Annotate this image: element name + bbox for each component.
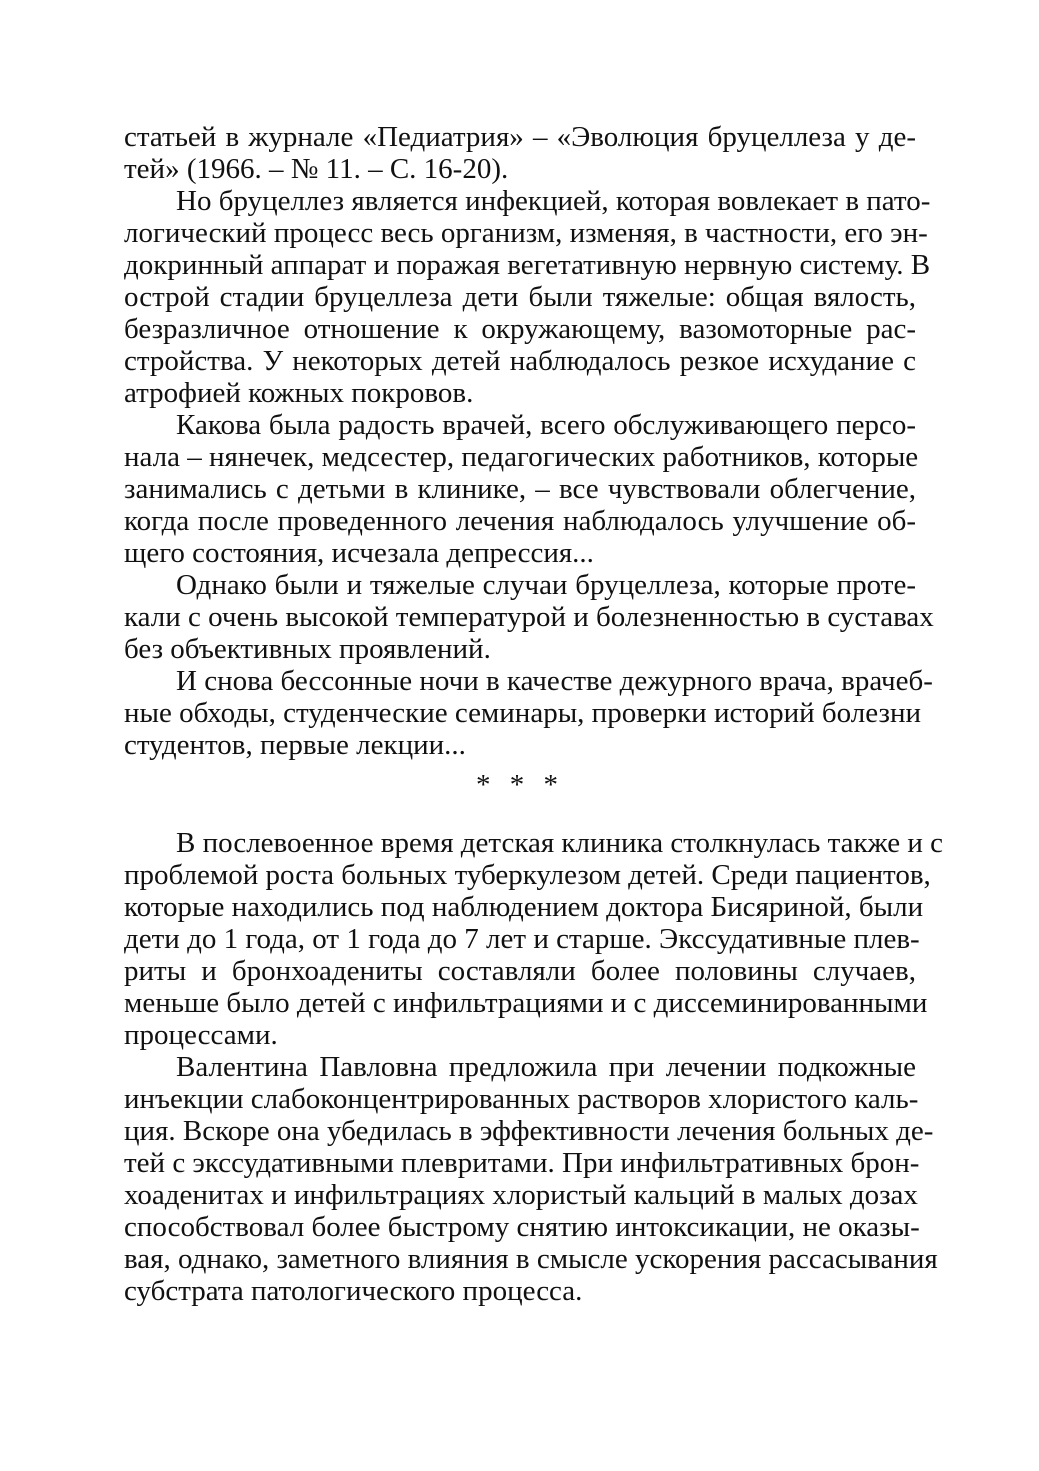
paragraph-continuation <box>124 121 916 185</box>
text-line: кали с очень высокой температурой и болезненностью в суставах <box>124 601 934 633</box>
text-line: без объективных проявлений. <box>124 633 491 665</box>
paragraph-staff-joy <box>124 409 919 569</box>
text-line: щего состояния, исчезала депрессия... <box>124 537 594 569</box>
paragraph-calcium-treatment <box>124 1051 938 1307</box>
text-line: стройства. У некоторых детей наблюдалось резкое исхудание с <box>124 345 916 377</box>
text-line: И снова бессонные ночи в качестве дежурного врача, врачеб- <box>176 665 933 697</box>
text-line: нала – нянечек, медсестер, педагогических работников, которые <box>124 441 919 473</box>
paragraph-severe-cases <box>124 569 934 665</box>
text-line: дети до 1 года, от 1 года до 7 лет и старше. Экссудативные плев- <box>124 923 920 955</box>
book-page <box>124 121 943 1307</box>
text-line: риты и бронхоадениты составляли более половины случаев, <box>124 955 916 987</box>
text-line: Валентина Павловна предложила при лечении подкожные <box>176 1051 916 1083</box>
text-line: вая, однако, заметного влияния в смысле ускорения рассасывания <box>124 1243 938 1275</box>
text-line: Однако были и тяжелые случаи бруцеллеза, которые проте- <box>176 569 916 601</box>
text-line: субстрата патологического процесса. <box>124 1275 583 1307</box>
paragraph-sleepless-nights <box>124 665 933 761</box>
text-line: проблемой роста больных туберкулезом детей. Среди пациентов, <box>124 859 931 891</box>
text-line: В послевоенное время детская клиника столкнулась также и с <box>176 827 943 859</box>
text-line: Какова была радость врачей, всего обслуживающего персо- <box>176 409 916 441</box>
text-line: которые находились под наблюдением доктора Бисяриной, были <box>124 891 924 923</box>
text-line: инъекции слабоконцентрированных растворов хлористого каль- <box>124 1083 919 1115</box>
text-line: способствовал более быстрому снятию интоксикации, не оказы- <box>124 1211 920 1243</box>
text-line: студентов, первые лекции... <box>124 729 466 761</box>
section-separator: * * * <box>476 769 564 801</box>
text-line: хоаденитах и инфильтрациях хлористый кальций в малых дозах <box>124 1179 918 1211</box>
paragraph-brucellosis-infection <box>124 185 931 409</box>
text-line: Но бруцеллез является инфекцией, которая вовлекает в пато- <box>176 185 931 217</box>
paragraph-tuberculosis <box>124 827 943 1051</box>
text-line: безразличное отношение к окружающему, вазомоторные рас- <box>124 313 916 345</box>
text-line: процессами. <box>124 1019 278 1051</box>
text-line: когда после проведенного лечения наблюдалось улучшение об- <box>124 505 916 537</box>
text-line: тей» (1966. – № 11. – С. 16-20). <box>124 153 509 185</box>
text-line: ные обходы, студенческие семинары, проверки историй болезни <box>124 697 921 729</box>
text-line: статьей в журнале «Педиатрия» – «Эволюция бруцеллеза у де- <box>124 121 916 153</box>
text-line: атрофией кожных покровов. <box>124 377 474 409</box>
text-line: занимались с детьми в клинике, – все чувствовали облегчение, <box>124 473 916 505</box>
text-line: острой стадии бруцеллеза дети были тяжелые: общая вялость, <box>124 281 916 313</box>
text-line: докринный аппарат и поражая вегетативную нервную систему. В <box>124 249 931 281</box>
text-line: логический процесс весь организм, изменяя, в частности, его эн- <box>124 217 928 249</box>
text-line: меньше было детей с инфильтрациями и с диссеминированными <box>124 987 928 1019</box>
text-line: тей с экссудативными плевритами. При инфильтративных брон- <box>124 1147 920 1179</box>
text-line: ция. Вскоре она убедилась в эффективности лечения больных де- <box>124 1115 934 1147</box>
